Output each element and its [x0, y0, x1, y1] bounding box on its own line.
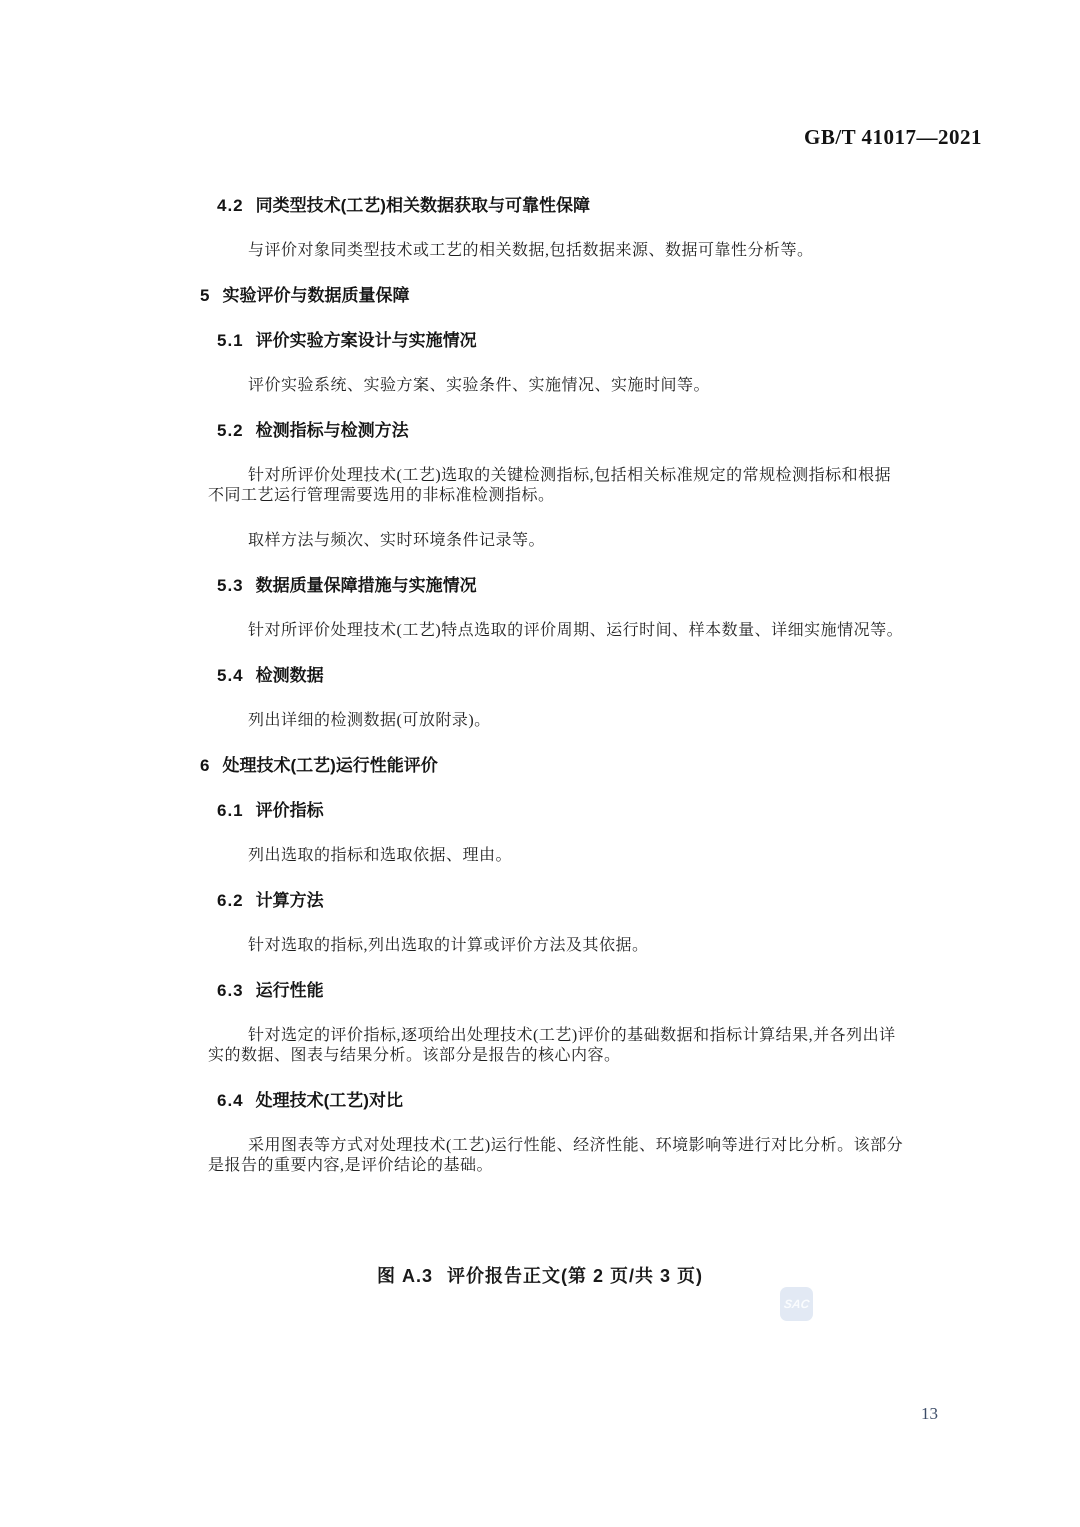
section-number: 5.2	[217, 421, 244, 440]
sac-logo-watermark	[780, 1287, 813, 1321]
section-title: 检测指标与检测方法	[255, 421, 409, 440]
paragraph: 针对所评价处理技术(工艺)选取的关键检测指标,包括相关标准规定的常规检测指标和根据不同工艺运行管理需要选用的非标准检测指标。	[208, 467, 892, 504]
figure-caption-label: 图 A.3	[376, 1266, 433, 1286]
section-title: 检测数据	[255, 666, 324, 685]
paragraph: 评价实验系统、实验方案、实验条件、实施情况、实施时间等。	[248, 377, 711, 394]
section-title: 评价指标	[255, 801, 324, 820]
section-number: 5.1	[217, 331, 244, 350]
section-title: 计算方法	[255, 891, 324, 910]
paragraph: 采用图表等方式对处理技术(工艺)运行性能、经济性能、环境影响等进行对比分析。该部分是报告的重要内容,是评价结论的基础。	[208, 1137, 904, 1174]
paragraph: 列出详细的检测数据(可放附录)。	[248, 712, 491, 729]
section-heading	[200, 286, 904, 306]
section-heading	[217, 891, 904, 911]
page-number: 13	[921, 1404, 938, 1423]
section-heading	[217, 666, 904, 686]
standard-number: GB/T 41017—2021	[804, 125, 983, 149]
section-number: 6	[200, 756, 211, 775]
paragraph: 针对所评价处理技术(工艺)特点选取的评价周期、运行时间、样本数量、详细实施情况等。	[248, 622, 904, 639]
section-number: 5	[200, 286, 211, 305]
section-number: 6.1	[217, 801, 244, 820]
section-heading	[217, 801, 904, 821]
paragraph: 与评价对象同类型技术或工艺的相关数据,包括数据来源、数据可靠性分析等。	[248, 242, 814, 259]
document-body	[0, 196, 1080, 1201]
section-heading	[217, 1091, 904, 1111]
section-number: 6.4	[217, 1091, 244, 1110]
section-number: 6.2	[217, 891, 244, 910]
section-heading	[217, 196, 904, 216]
section-heading	[217, 981, 904, 1001]
section-title: 处理技术(工艺)运行性能评价	[222, 756, 438, 775]
paragraph: 列出选取的指标和选取依据、理由。	[248, 847, 513, 864]
paragraph: 针对选取的指标,列出选取的计算或评价方法及其依据。	[248, 937, 649, 954]
section-title: 运行性能	[255, 981, 324, 1000]
section-title: 评价实验方案设计与实施情况	[255, 331, 477, 350]
section-number: 5.3	[217, 576, 244, 595]
section-heading	[217, 331, 904, 351]
sac-logo-text: SAC	[782, 1297, 811, 1311]
section-heading	[200, 756, 904, 776]
section-number: 4.2	[217, 196, 244, 215]
section-heading	[217, 576, 904, 596]
paragraph: 取样方法与频次、实时环境条件记录等。	[248, 532, 546, 549]
section-title: 实验评价与数据质量保障	[222, 286, 410, 305]
section-title: 处理技术(工艺)对比	[255, 1091, 403, 1110]
section-title: 数据质量保障措施与实施情况	[255, 576, 477, 595]
section-title: 同类型技术(工艺)相关数据获取与可靠性保障	[255, 196, 590, 215]
figure-caption-title: 评价报告正文(第 2 页/共 3 页)	[447, 1266, 704, 1286]
paragraph: 针对选定的评价指标,逐项给出处理技术(工艺)评价的基础数据和指标计算结果,并各列出详实的数据、图表与结果分析。该部分是报告的核心内容。	[208, 1027, 896, 1064]
figure-caption	[0, 1262, 1080, 1288]
section-number: 6.3	[217, 981, 244, 1000]
section-heading	[217, 421, 904, 441]
section-number: 5.4	[217, 666, 244, 685]
